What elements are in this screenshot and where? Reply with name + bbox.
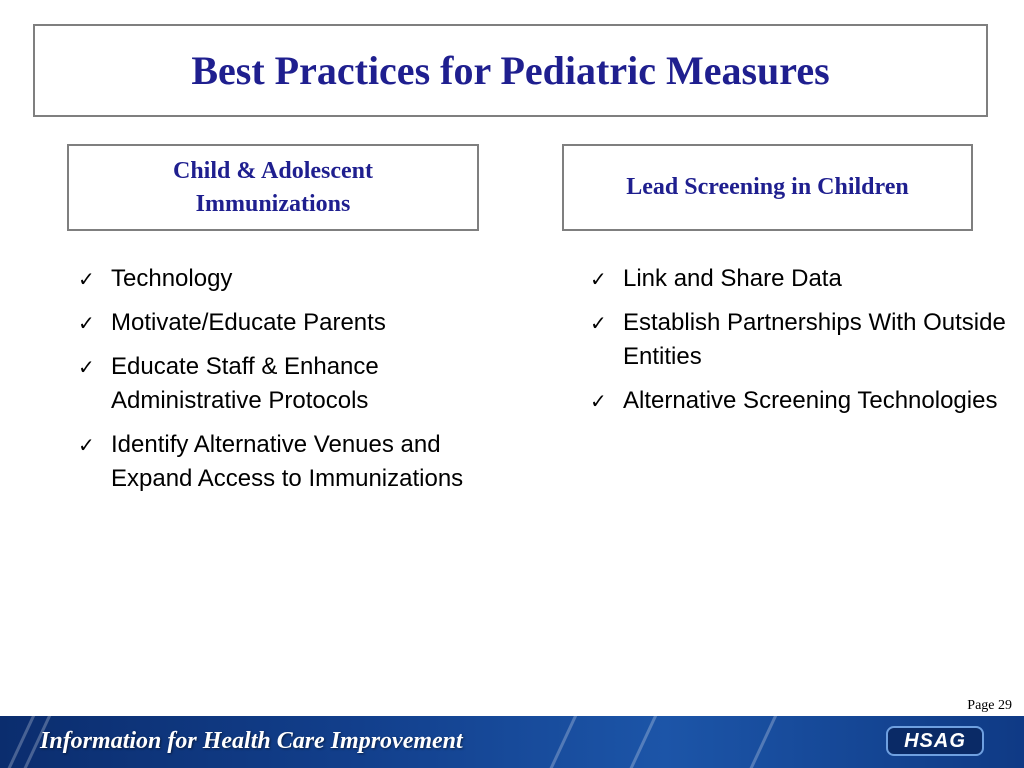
check-icon: ✓ — [78, 311, 95, 335]
left-column-heading — [173, 155, 373, 221]
check-icon: ✓ — [78, 355, 95, 379]
slide-title: Best Practices for Pediatric Measures — [191, 48, 830, 93]
check-icon: ✓ — [590, 267, 607, 291]
right-column-heading-box — [562, 144, 973, 231]
list-item: ✓ Establish Partnerships With Outside Entities — [590, 306, 1010, 374]
left-heading-line-2: Immunizations — [195, 190, 351, 217]
footer-slogan: Information for Health Care Improvement — [40, 728, 463, 754]
right-column-heading: Lead Screening in Children — [626, 174, 909, 200]
left-column-heading-box — [67, 144, 479, 231]
check-icon: ✓ — [78, 433, 95, 457]
left-heading-line-1: Child & Adolescent — [172, 157, 373, 184]
footer-decoration — [1, 716, 38, 768]
check-icon: ✓ — [78, 267, 95, 291]
page-number: Page 29 — [967, 698, 1012, 713]
right-bullet-list — [590, 262, 1010, 428]
list-item: ✓ Identify Alternative Venues and Expand Access to Immunizations — [78, 428, 478, 496]
footer-banner — [0, 716, 1024, 768]
footer-decoration — [743, 716, 780, 768]
footer-decoration — [543, 716, 580, 768]
check-icon: ✓ — [590, 389, 607, 413]
title-box — [33, 24, 988, 117]
footer-decoration — [623, 716, 660, 768]
list-item: ✓ Alternative Screening Technologies — [590, 384, 1010, 418]
list-item: ✓ Link and Share Data — [590, 262, 1010, 296]
list-item: ✓ Motivate/Educate Parents — [78, 306, 478, 340]
list-item: ✓ Technology — [78, 262, 478, 296]
list-item: ✓ Educate Staff & Enhance Administrative Protocols — [78, 350, 478, 418]
check-icon: ✓ — [590, 311, 607, 335]
left-bullet-list — [78, 262, 478, 506]
hsag-logo: HSAG — [886, 726, 984, 756]
